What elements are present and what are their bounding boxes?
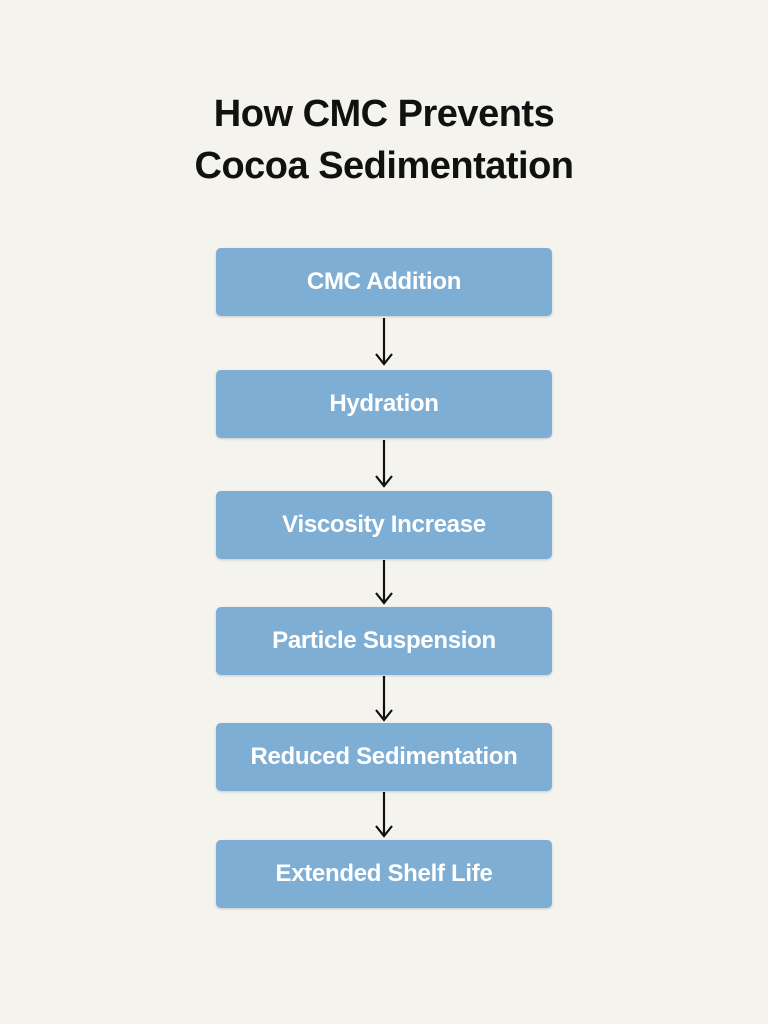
arrow-down-icon xyxy=(372,440,396,490)
step-cmc-addition: CMC Addition xyxy=(216,248,552,316)
title-line-1: How CMC Prevents xyxy=(213,93,555,135)
arrow-down-icon xyxy=(372,792,396,838)
arrow-down-icon xyxy=(372,318,396,368)
step-particle-suspension: Particle Suspension xyxy=(216,607,552,675)
step-extended-shelf-life: Extended Shelf Life xyxy=(216,840,552,908)
step-reduced-sedimentation: Reduced Sedimentation xyxy=(216,723,552,791)
diagram-title xyxy=(0,88,768,192)
arrow-down-icon xyxy=(372,676,396,722)
step-hydration: Hydration xyxy=(216,370,552,438)
title-line-2: Cocoa Sedimentation xyxy=(194,145,574,187)
step-viscosity-increase: Viscosity Increase xyxy=(216,491,552,559)
arrow-down-icon xyxy=(372,560,396,606)
